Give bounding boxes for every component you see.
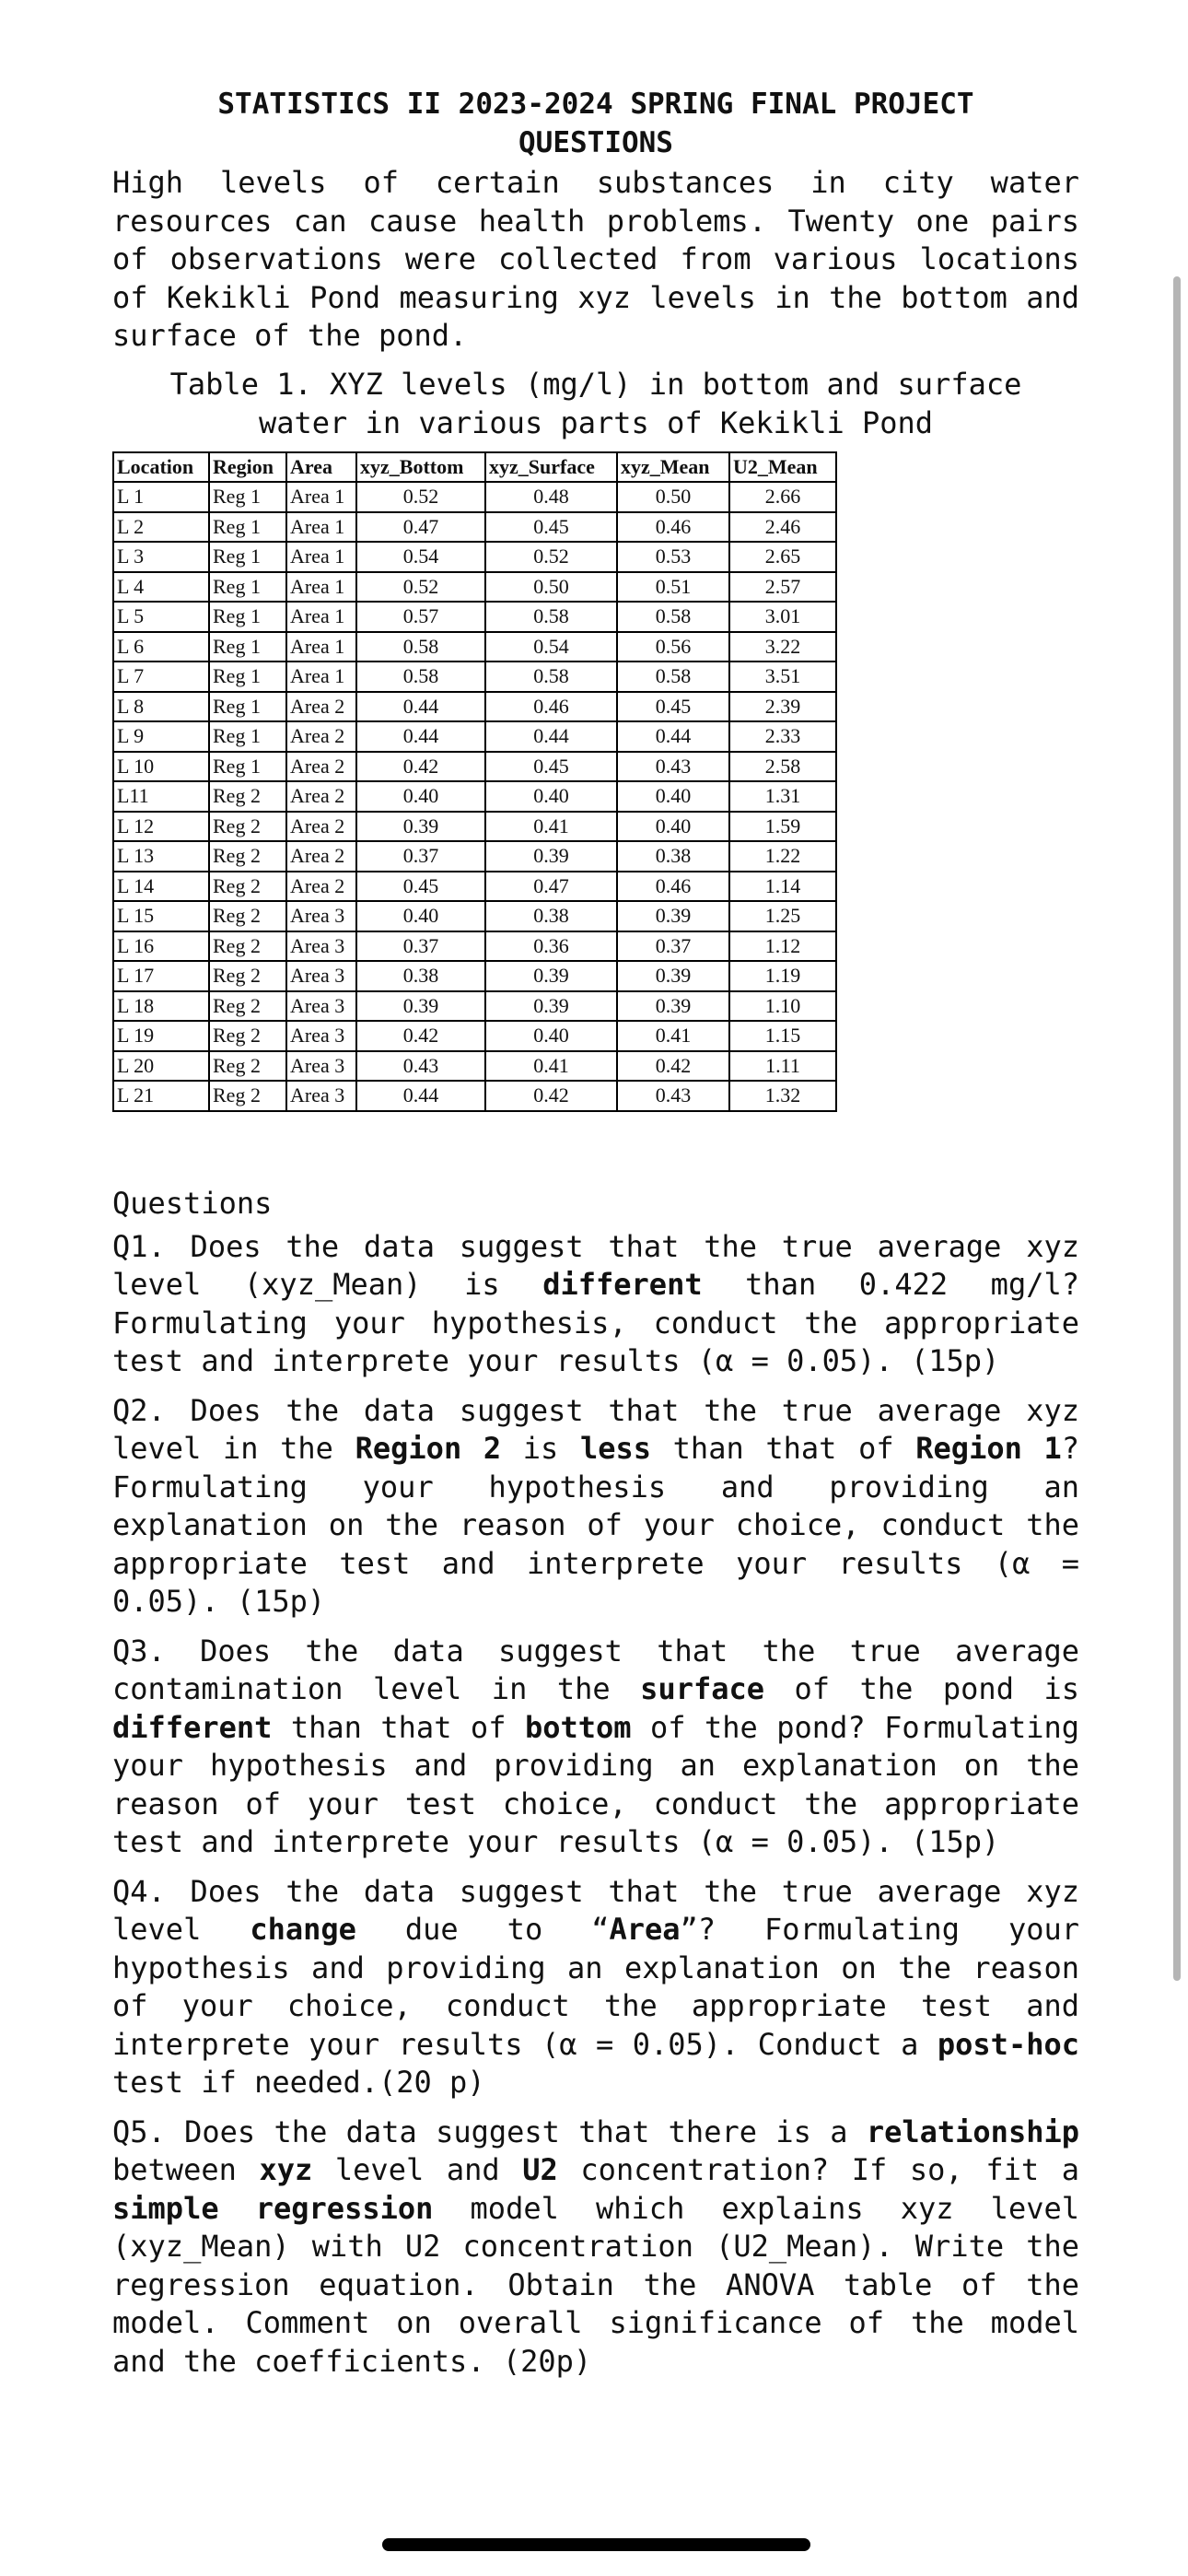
table-cell: Reg 1 [209, 721, 286, 752]
table-cell: Reg 1 [209, 632, 286, 662]
title-line-1: STATISTICS II 2023-2024 SPRING FINAL PROJECT [217, 88, 974, 121]
table-cell: 0.44 [356, 721, 485, 752]
table-cell: 2.39 [729, 692, 836, 722]
table-cell: 0.44 [485, 721, 617, 752]
table-cell: Area 1 [286, 482, 356, 512]
table-cell: 2.46 [729, 512, 836, 543]
table-cell: L 18 [113, 991, 209, 1022]
table-cell: 0.54 [485, 632, 617, 662]
intro-paragraph: High levels of certain substances in city water resources can cause health problems. Twenty one pairs of observations were collected from various locations of Kekikli Pond measuring xyz levels in the bottom and surface of the pond. [112, 165, 1079, 353]
table-cell: 3.22 [729, 632, 836, 662]
document [112, 85, 1079, 2392]
table-cell: Reg 1 [209, 602, 286, 632]
table-cell: L 12 [113, 812, 209, 842]
table-cell: 0.46 [617, 872, 729, 902]
table-cell: 0.43 [617, 1081, 729, 1111]
table-cell: 1.59 [729, 812, 836, 842]
table-cell: Reg 2 [209, 1051, 286, 1082]
table-cell: 0.42 [356, 752, 485, 782]
table-cell: Area 2 [286, 692, 356, 722]
table-cell: L 6 [113, 632, 209, 662]
table-cell: 0.39 [485, 991, 617, 1022]
table-row [113, 662, 836, 692]
table-row [113, 961, 836, 991]
table-cell: Area 3 [286, 1081, 356, 1111]
table-row [113, 901, 836, 931]
table-cell: 2.65 [729, 542, 836, 572]
table-row [113, 812, 836, 842]
table-cell: L 13 [113, 841, 209, 872]
table-cell: 0.53 [617, 542, 729, 572]
table-cell: 0.57 [356, 602, 485, 632]
table-cell: 1.31 [729, 781, 836, 812]
table-cell: 0.40 [356, 901, 485, 931]
col-header-xyz-bottom: xyz_Bottom [356, 452, 485, 483]
table-cell: Reg 1 [209, 512, 286, 543]
table-cell: 2.57 [729, 572, 836, 603]
table-cell: Reg 1 [209, 542, 286, 572]
question-3: Q3. Does the data suggest that the true average contamination level in the surface of the pond is different than that of bottom of the pond? Formulating your hypothesis and providing an explanation on the reason of your test choice, conduct the appropriate test and interprete your results (α = 0.05). (15p) [112, 1633, 1080, 1859]
table-cell: Area 3 [286, 961, 356, 991]
table-cell: 0.46 [617, 512, 729, 543]
table-cell: 0.40 [485, 781, 617, 812]
table-cell: Reg 1 [209, 752, 286, 782]
table-cell: L 8 [113, 692, 209, 722]
table-cell: 0.39 [617, 991, 729, 1022]
table-cell: Reg 2 [209, 812, 286, 842]
table-cell: 0.44 [356, 1081, 485, 1111]
home-indicator[interactable] [382, 2538, 810, 2551]
table-cell: 0.45 [485, 512, 617, 543]
table-row [113, 1081, 836, 1111]
table-cell: 0.42 [485, 1081, 617, 1111]
questions-heading: Questions [112, 1185, 273, 1221]
table-cell: 0.47 [485, 872, 617, 902]
table-cell: L 10 [113, 752, 209, 782]
table-row [113, 752, 836, 782]
question-4: Q4. Does the data suggest that the true average xyz level change due to “Area”? Formulating your hypothesis and providing an explanation on the reason of your choice, conduct the appropriate test and interprete your results (α = 0.05). Conduct a post-hoc test if needed.(20 p) [112, 1873, 1079, 2100]
table-cell: L 2 [113, 512, 209, 543]
question-2: Q2. Does the data suggest that the true average xyz level in the Region 2 is less than that of Region 1? Formulating your hypothesis and providing an explanation on the reason of your choice, conduct the appropriate test and interprete your results (α = 0.05). (15p) [112, 1392, 1080, 1619]
table-cell: 0.45 [617, 692, 729, 722]
table-cell: 0.39 [356, 812, 485, 842]
table-cell: Area 1 [286, 542, 356, 572]
table-row [113, 991, 836, 1022]
table-cell: Area 1 [286, 662, 356, 692]
table-cell: 0.38 [617, 841, 729, 872]
table-row [113, 1051, 836, 1082]
document-title [112, 85, 1079, 162]
table-cell: L 16 [113, 931, 209, 962]
table-cell: 0.42 [617, 1051, 729, 1082]
table-cell: 0.37 [356, 931, 485, 962]
table-cell: Area 3 [286, 1021, 356, 1051]
table-cell: Area 1 [286, 512, 356, 543]
table-cell: 1.22 [729, 841, 836, 872]
col-header-region: Region [209, 452, 286, 483]
table-cell: Area 3 [286, 991, 356, 1022]
table-cell: Reg 1 [209, 662, 286, 692]
vertical-scrollbar[interactable] [1173, 276, 1181, 1981]
table-cell: Area 3 [286, 1051, 356, 1082]
table-cell: 0.39 [485, 841, 617, 872]
table-caption [112, 365, 1079, 442]
table-row [113, 602, 836, 632]
table-cell: Reg 2 [209, 781, 286, 812]
table-row [113, 572, 836, 603]
table-row [113, 872, 836, 902]
table-cell: L 15 [113, 901, 209, 931]
table-cell: 1.32 [729, 1081, 836, 1111]
caption-line-1: Table 1. XYZ levels (mg/l) in bottom and surface [169, 366, 1022, 402]
table-cell: 0.41 [485, 812, 617, 842]
table-cell: Reg 2 [209, 901, 286, 931]
table-cell: 0.43 [617, 752, 729, 782]
table-cell: Area 2 [286, 812, 356, 842]
col-header-xyz-surface: xyz_Surface [485, 452, 617, 483]
caption-line-2: water in various parts of Kekikli Pond [258, 404, 934, 440]
table-cell: 0.37 [617, 931, 729, 962]
table-cell: 0.48 [485, 482, 617, 512]
table-cell: 1.12 [729, 931, 836, 962]
table-row [113, 1021, 836, 1051]
table-cell: 0.58 [356, 662, 485, 692]
table-cell: L 14 [113, 872, 209, 902]
title-line-2: QUESTIONS [518, 126, 673, 159]
table-cell: L 7 [113, 662, 209, 692]
table-cell: 0.41 [485, 1051, 617, 1082]
table-cell: 0.44 [356, 692, 485, 722]
table-cell: Area 2 [286, 872, 356, 902]
data-table [112, 451, 837, 1112]
table-cell: Reg 2 [209, 841, 286, 872]
table-cell: Area 1 [286, 632, 356, 662]
table-cell: L 9 [113, 721, 209, 752]
table-cell: 0.36 [485, 931, 617, 962]
table-cell: Reg 2 [209, 1081, 286, 1111]
table-cell: 0.45 [485, 752, 617, 782]
col-header-u2-mean: U2_Mean [729, 452, 836, 483]
table-cell: Reg 1 [209, 572, 286, 603]
table-cell: 2.33 [729, 721, 836, 752]
table-cell: Area 3 [286, 901, 356, 931]
table-cell: 0.50 [485, 572, 617, 603]
table-cell: Reg 1 [209, 482, 286, 512]
table-cell: 0.45 [356, 872, 485, 902]
table-row [113, 512, 836, 543]
table-cell: 0.40 [356, 781, 485, 812]
table-cell: 1.10 [729, 991, 836, 1022]
table-cell: Reg 2 [209, 872, 286, 902]
table-cell: 1.15 [729, 1021, 836, 1051]
table-cell: 0.52 [485, 542, 617, 572]
col-header-area: Area [286, 452, 356, 483]
table-cell: Area 2 [286, 752, 356, 782]
table-row [113, 542, 836, 572]
table-cell: Reg 2 [209, 991, 286, 1022]
table-cell: 0.51 [617, 572, 729, 603]
table-cell: 3.01 [729, 602, 836, 632]
table-cell: 0.38 [485, 901, 617, 931]
table-cell: 0.52 [356, 482, 485, 512]
table-row [113, 931, 836, 962]
table-cell: Reg 2 [209, 931, 286, 962]
table-cell: 0.47 [356, 512, 485, 543]
table-cell: L 20 [113, 1051, 209, 1082]
table-cell: 0.58 [485, 662, 617, 692]
table-cell: L 17 [113, 961, 209, 991]
table-cell: 0.46 [485, 692, 617, 722]
table-cell: 0.58 [485, 602, 617, 632]
question-1: Q1. Does the data suggest that the true average xyz level (xyz_Mean) is different than 0.422 mg/l? Formulating your hypothesis, conduct the appropriate test and interprete your results (α = 0.05). (15p) [112, 1228, 1079, 1378]
table-cell: 0.39 [356, 991, 485, 1022]
table-cell: 0.40 [485, 1021, 617, 1051]
table-cell: Area 3 [286, 931, 356, 962]
table-cell: L 19 [113, 1021, 209, 1051]
table-cell: 3.51 [729, 662, 836, 692]
table-cell: 1.11 [729, 1051, 836, 1082]
table-cell: L11 [113, 781, 209, 812]
table-cell: 1.19 [729, 961, 836, 991]
table-cell: Reg 1 [209, 692, 286, 722]
table-row [113, 841, 836, 872]
table-cell: L 21 [113, 1081, 209, 1111]
table-cell: Area 2 [286, 841, 356, 872]
table-cell: Reg 2 [209, 961, 286, 991]
table-cell: 0.37 [356, 841, 485, 872]
table-cell: 0.41 [617, 1021, 729, 1051]
table-cell: Area 1 [286, 572, 356, 603]
table-cell: 0.42 [356, 1021, 485, 1051]
table-cell: 0.40 [617, 781, 729, 812]
table-cell: 0.39 [617, 961, 729, 991]
table-cell: 0.43 [356, 1051, 485, 1082]
question-5: Q5. Does the data suggest that there is a relationship between xyz level and U2 concentration? If so, fit a simple regression model which explains xyz level (xyz_Mean) with U2 concentration (U2_Mean). Write the regression equation. Obtain the ANOVA table of the model. Comment on overall significance of the model and the coefficients. (20p) [112, 2113, 1080, 2379]
table-cell: Area 1 [286, 602, 356, 632]
table-row [113, 781, 836, 812]
table-cell: 1.14 [729, 872, 836, 902]
table-cell: 0.38 [356, 961, 485, 991]
table-cell: 0.56 [617, 632, 729, 662]
table-cell: 0.54 [356, 542, 485, 572]
table-cell: 1.25 [729, 901, 836, 931]
table-cell: 2.58 [729, 752, 836, 782]
table-cell: L 1 [113, 482, 209, 512]
table-cell: 2.66 [729, 482, 836, 512]
table-cell: 0.50 [617, 482, 729, 512]
table-cell: 0.58 [356, 632, 485, 662]
table-cell: 0.39 [617, 901, 729, 931]
table-cell: 0.58 [617, 602, 729, 632]
table-cell: L 5 [113, 602, 209, 632]
table-cell: Area 2 [286, 721, 356, 752]
table-cell: 0.44 [617, 721, 729, 752]
table-row [113, 721, 836, 752]
table-row [113, 692, 836, 722]
table-cell: 0.52 [356, 572, 485, 603]
table-cell: L 3 [113, 542, 209, 572]
col-header-xyz-mean: xyz_Mean [617, 452, 729, 483]
table-cell: L 4 [113, 572, 209, 603]
table-cell: Reg 2 [209, 1021, 286, 1051]
table-cell: 0.39 [485, 961, 617, 991]
table-body [113, 482, 836, 1111]
table-cell: 0.58 [617, 662, 729, 692]
table-row [113, 482, 836, 512]
table-row [113, 632, 836, 662]
table-cell: 0.40 [617, 812, 729, 842]
table-cell: Area 2 [286, 781, 356, 812]
table-header-row [113, 452, 836, 483]
col-header-location: Location [113, 452, 209, 483]
